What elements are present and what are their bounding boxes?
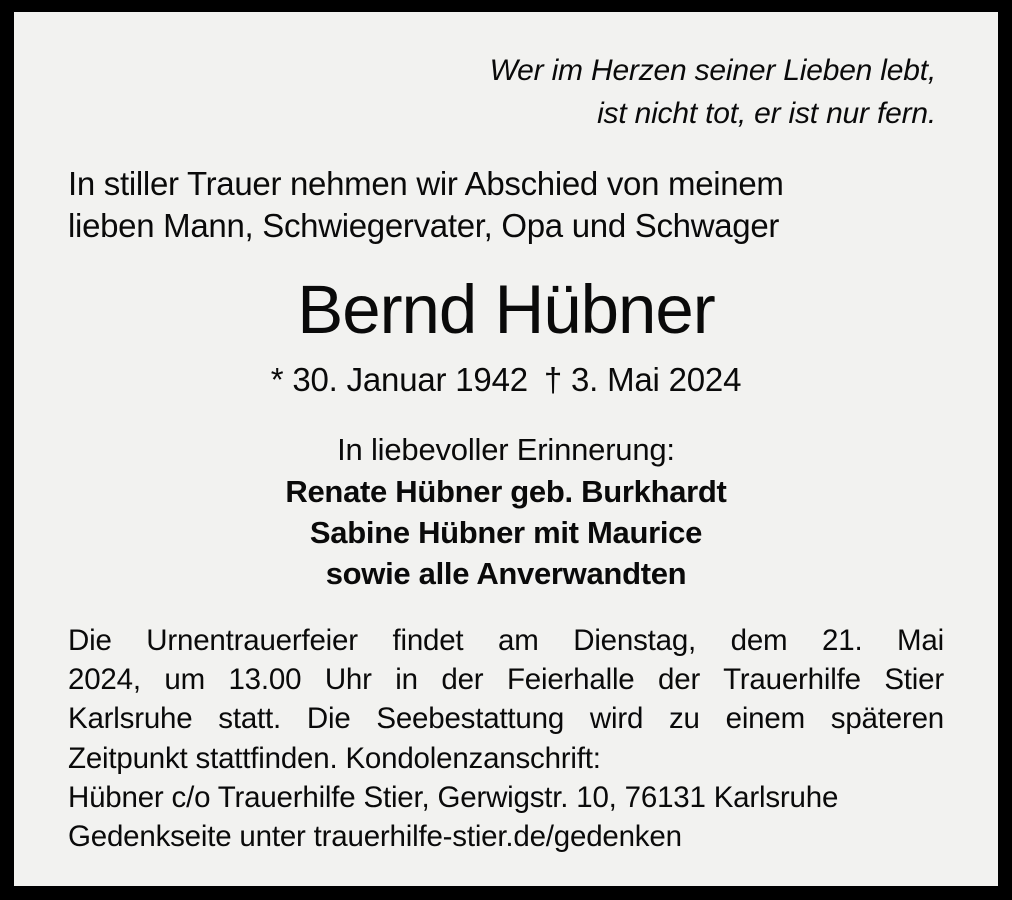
funeral-details (68, 621, 944, 856)
details-line-4: Zeitpunkt stattfinden. Kondolenzanschrift: (68, 741, 601, 775)
intro-line-1: In stiller Trauer nehmen wir Abschied von meinem (68, 165, 784, 203)
mourner-line-3: sowie alle Anverwandten (325, 555, 687, 591)
quote-line-1: Wer im Herzen seiner Lieben lebt, (489, 54, 936, 87)
memorial-quote (68, 50, 936, 135)
birth-date: * 30. Januar 1942 (270, 361, 528, 399)
mourner-line-2: Sabine Hübner mit Maurice (309, 515, 703, 551)
quote-line-2: ist nicht tot, er ist nur fern. (597, 96, 936, 130)
deceased-name: Bernd Hübner (297, 271, 715, 349)
details-line-6: Gedenkseite unter trauerhilfe-stier.de/gedenken (68, 820, 682, 854)
life-dates (68, 360, 944, 400)
mourners-names (68, 472, 944, 595)
details-line-3: Karlsruhe statt. Die Seebestattung wird zu einem späteren (68, 702, 944, 736)
intro-text (68, 163, 944, 246)
intro-line-2: lieben Mann, Schwiegervater, Opa und Schwager (68, 206, 780, 244)
death-date: † 3. Mai 2024 (543, 361, 742, 399)
mourner-line-1: Renate Hübner geb. Burkhardt (285, 474, 727, 510)
details-line-5: Hübner c/o Trauerhilfe Stier, Gerwigstr. 10, 76131 Karlsruhe (68, 780, 839, 814)
details-line-2: 2024, um 13.00 Uhr in der Feierhalle der Trauerhilfe Stier (68, 663, 944, 697)
details-line-1: Die Urnentrauerfeier findet am Dienstag, dem 21. Mai (68, 623, 944, 657)
mourners-heading: In liebevoller Erinnerung: (337, 431, 675, 467)
mourners-block (68, 430, 944, 595)
obituary-notice (14, 12, 998, 886)
